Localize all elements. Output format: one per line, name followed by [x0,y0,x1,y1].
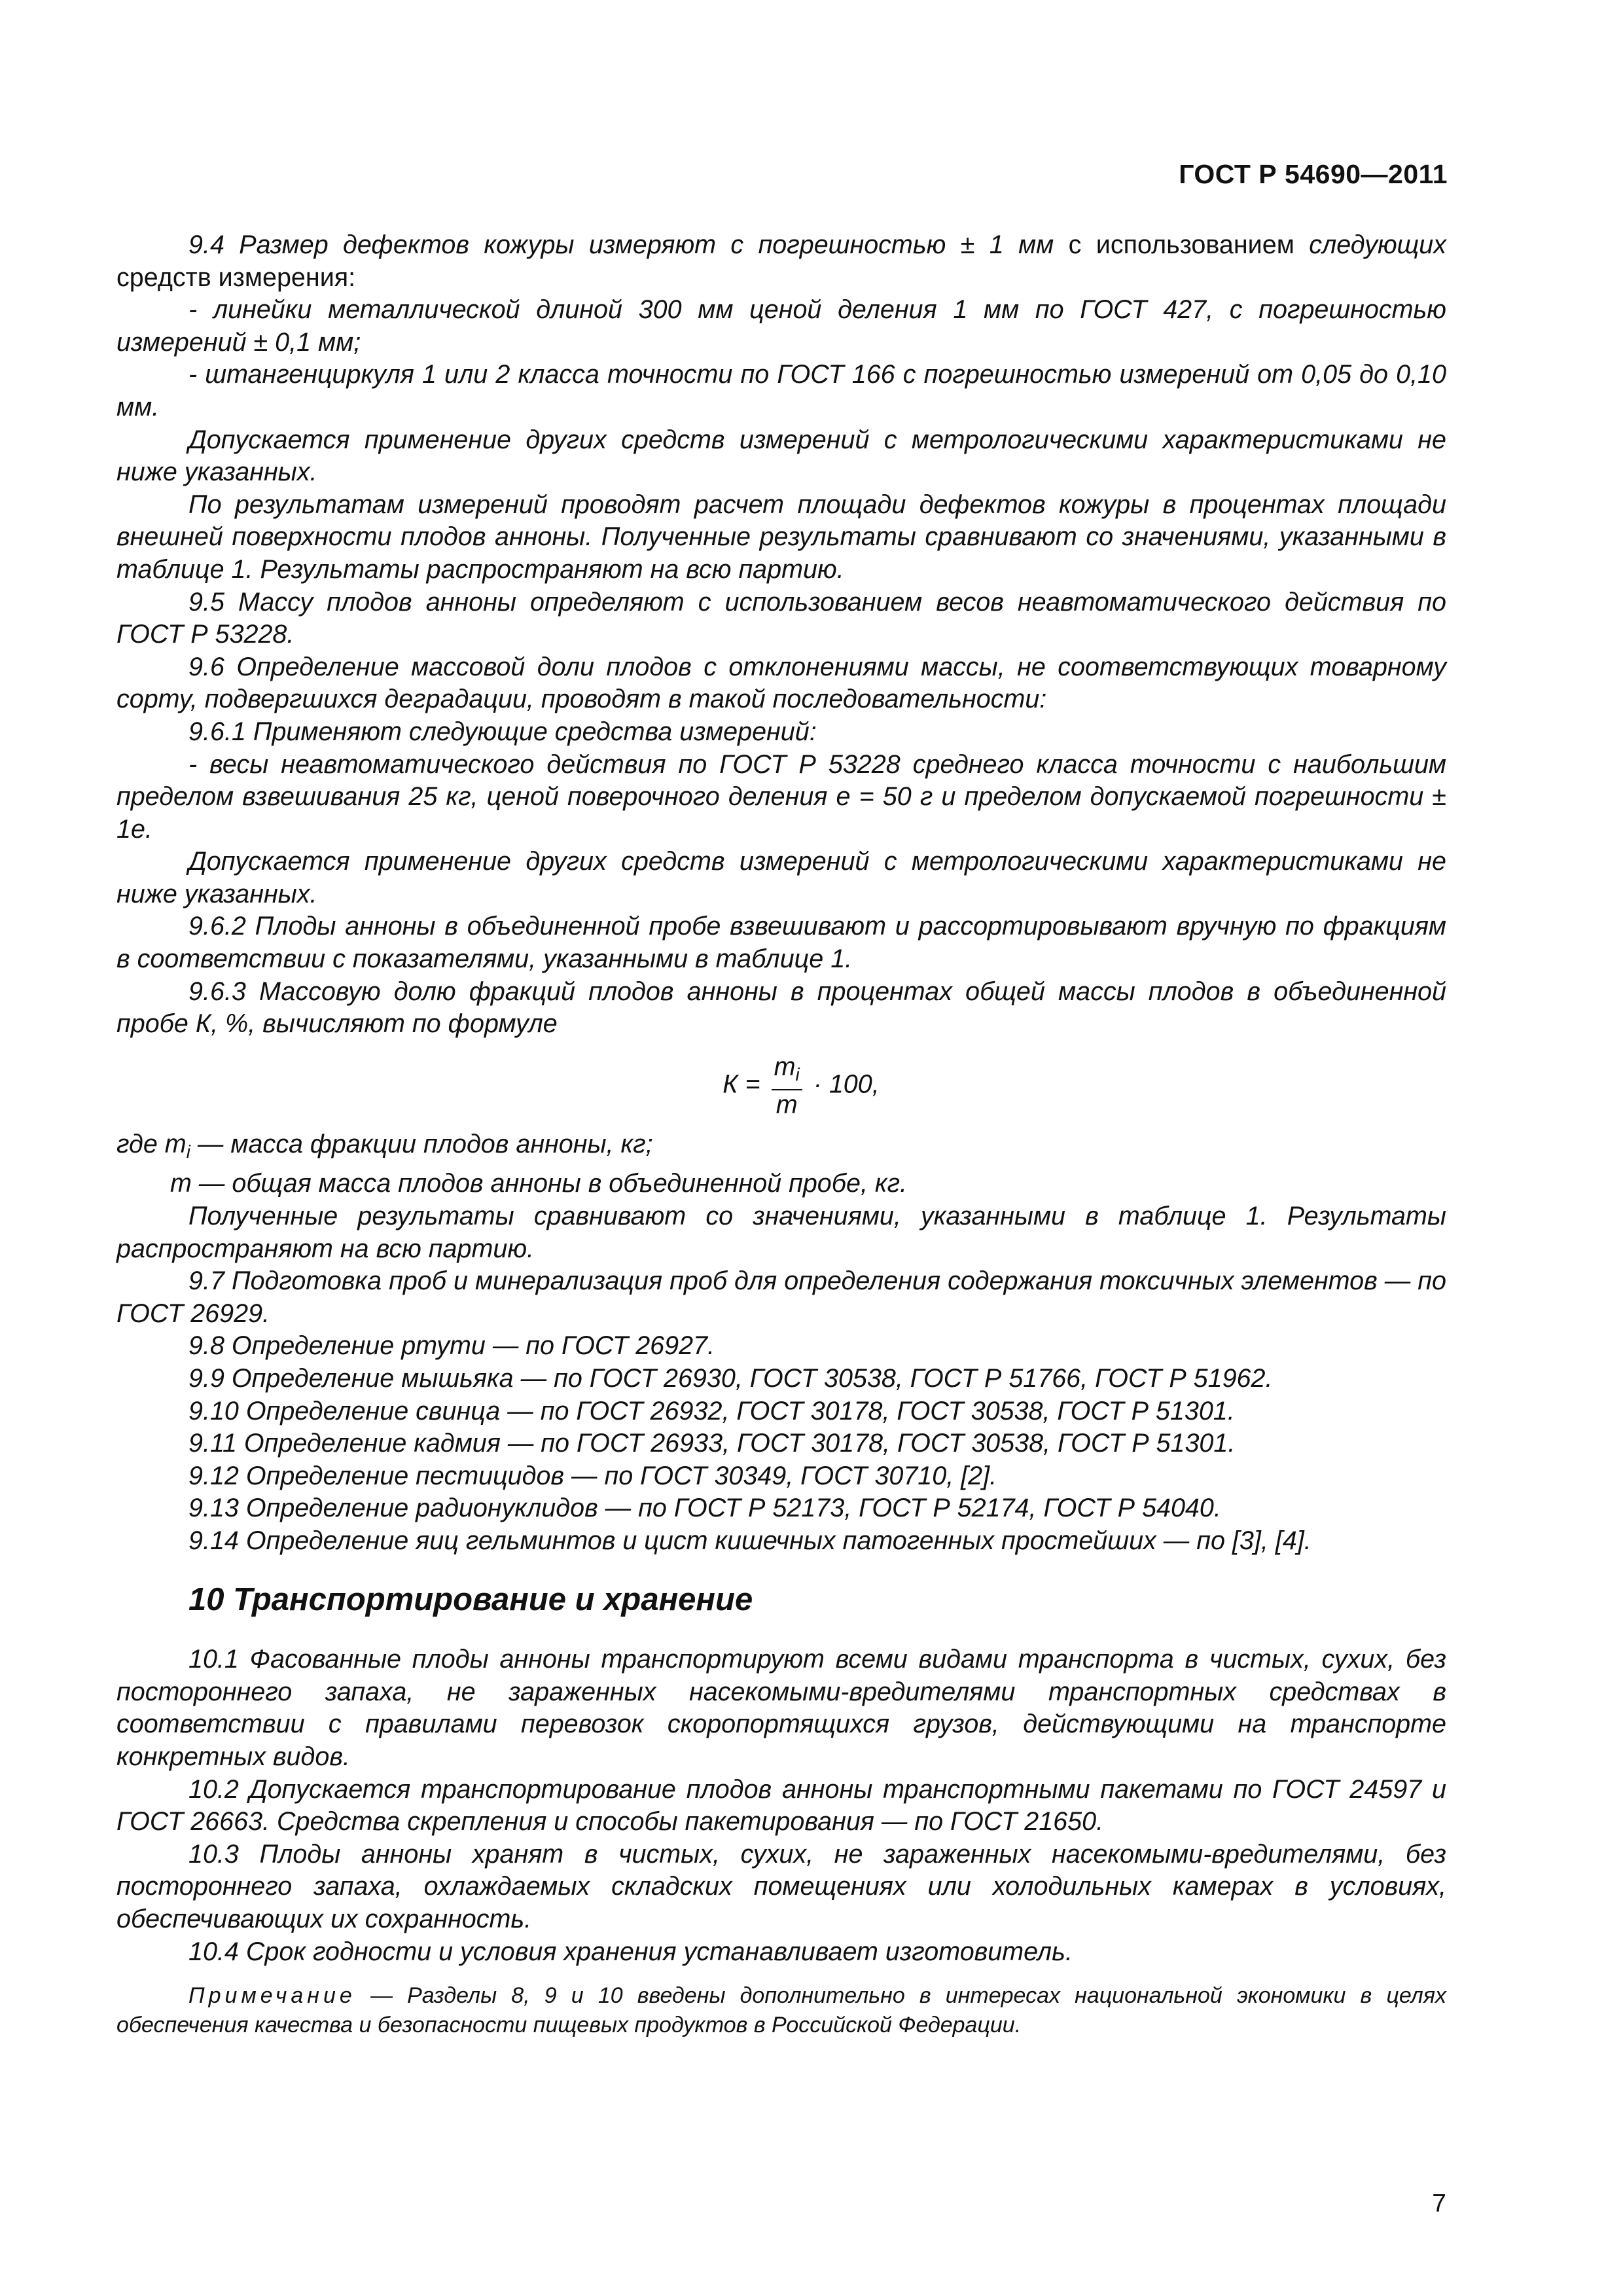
formula-where-mi: где $m_i$ — масса фракции плодов анноны, кг; [116,1129,653,1162]
paragraph-9-6-2: 9.6.2 Плоды анноны в объединенной пробе взвешивают и рассортировывают вручную по фракциям в соответствии с показателями, указанными в таблице 1. [116,912,1446,974]
paragraph-results-1: По результатам измерений проводят расчет площади дефектов кожуры в процентах площади внешней поверхности плодов анноны. Полученные результаты сравнивают со значениями, указанными в таблице 1. Результаты распространяют на всю партию. [116,490,1446,584]
list-item-caliper: - штангенциркуля 1 или 2 класса точности по ГОСТ 166 с погрешностью измерений от 0,05 до 0,10 мм. [116,360,1446,422]
formula-numerator: $m_i$ [772,1052,802,1090]
formula [116,1052,1446,1119]
section-10-heading: 10 Транспортирование и хранение [188,1581,753,1617]
paragraph-9-9: 9.9 Определение мышьяка — по ГОСТ 26930, ГОСТ 30538, ГОСТ Р 51766, ГОСТ Р 51962. [188,1364,1273,1393]
paragraph-allowance-1: Допускается применение других средств измерений с метрологическими характеристиками не ниже указанных. [116,425,1446,487]
document-id-header: ГОСТ Р 54690—2011 [1179,159,1448,189]
paragraph-10-4: 10.4 Срок годности и условия хранения устанавливает изготовитель. [188,1937,1073,1966]
formula-rhs: · 100, [813,1069,880,1099]
paragraph-9-5: 9.5 Массу плодов анноны определяют с использованием весов неавтоматического действия по ГОСТ Р 53228. [116,587,1446,649]
paragraph-9-6-1: 9.6.1 Применяют следующие средства измерений: [188,717,817,746]
formula-where-m: m — общая масса плодов анноны в объединенной пробе, кг. [170,1169,908,1198]
note-text: — Разделы 8, 9 и 10 введены дополнительно в интересах национальной экономики в целях обеспечения качества и безопасности пищевых продуктов в Российской Федерации. [116,1983,1446,2038]
paragraph-10-3: 10.3 Плоды анноны хранят в чистых, сухих, не зараженных насекомыми-вредителями, без постороннего запаха, охлаждаемых складских помещениях или холодильных камерах в условиях, обеспечивающих их сохранность. [116,1839,1446,1933]
paragraph-9-6-3: 9.6.3 Массовую долю фракций плодов анноны в процентах общей массы плодов в объединенной пробе К, %, вычисляют по формуле [116,977,1446,1039]
paragraph-results-2: Полученные результаты сравнивают со значениями, указанными в таблице 1. Результаты распространяют на всю партию. [116,1202,1446,1263]
list-item-scales: - весы неавтоматического действия по ГОСТ Р 53228 среднего класса точности с наибольшим пределом взвешивания 25 кг, ценой поверочного деления е = 50 г и пределом допускаемой погрешности ± 1е. [116,749,1446,844]
paragraph-9-14: 9.14 Определение яиц гельминтов и цист кишечных патогенных простейших — по [3], [4]. [188,1526,1311,1555]
paragraph-9-11: 9.11 Определение кадмия — по ГОСТ 26933, ГОСТ 30178, ГОСТ 30538, ГОСТ Р 51301. [188,1429,1236,1458]
note [116,1981,1446,2040]
list-item-ruler: - линейки металлической длиной 300 мм ценой деления 1 мм по ГОСТ 427, с погрешностью измерений ± 0,1 мм; [116,295,1446,357]
formula-denominator: m [776,1090,798,1119]
paragraph-10-1: 10.1 Фасованные плоды анноны транспортируют всеми видами транспорта в чистых, сухих, без постороннего запаха, не зараженных насекомыми-вредителями транспортных средствах в соответствии с правилами перевозок скоропортящихся грузов, действующими на транспорте конкретных видов. [116,1645,1446,1771]
paragraph-9-10: 9.10 Определение свинца — по ГОСТ 26932, ГОСТ 30178, ГОСТ 30538, ГОСТ Р 51301. [188,1396,1235,1426]
paragraph-9-4: 9.4 Размер дефектов кожуры измеряют с погрешностью ± 1 мм с использованием следующих средств измерения: [116,230,1446,292]
paragraph-allowance-2: Допускается применение других средств измерений с метрологическими характеристиками не ниже указанных. [116,847,1446,908]
paragraph-9-8: 9.8 Определение ртути — по ГОСТ 26927. [188,1331,715,1361]
page-content [116,229,1446,2062]
paragraph-9-13: 9.13 Определение радионуклидов — по ГОСТ Р 52173, ГОСТ Р 52174, ГОСТ Р 54040. [188,1494,1221,1523]
paragraph-9-7: 9.7 Подготовка проб и минерализация проб для определения содержания токсичных элементов — по ГОСТ 26929. [116,1266,1446,1328]
page-number: 7 [1432,2189,1446,2217]
paragraph-9-12: 9.12 Определение пестицидов — по ГОСТ 30349, ГОСТ 30710, [2]. [188,1461,997,1490]
formula-lhs: К = [722,1069,760,1099]
paragraph-9-6: 9.6 Определение массовой доли плодов с отклонениями массы, не соответствующих товарному сорту, подвергшихся деградации, проводят в такой последовательности: [116,652,1446,714]
note-label: Примечание [188,1983,356,2009]
paragraph-10-2: 10.2 Допускается транспортирование плодов анноны транспортными пакетами по ГОСТ 24597 и ГОСТ 26663. Средства скрепления и способы пакетирования — по ГОСТ 21650. [116,1774,1446,1837]
formula-fraction [772,1052,802,1119]
